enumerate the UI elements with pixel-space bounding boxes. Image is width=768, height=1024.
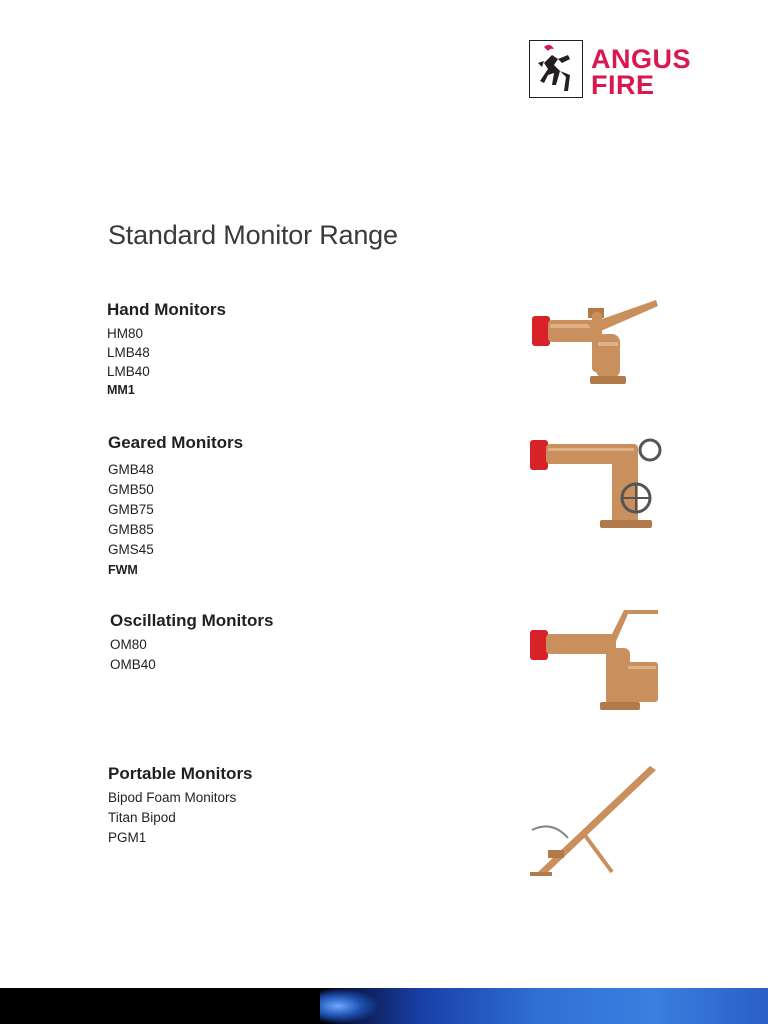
list-item: Bipod Foam Monitors: [108, 790, 237, 805]
model-list: [108, 788, 253, 848]
portable-monitor-image: [528, 760, 660, 878]
list-item: GMB48: [108, 462, 154, 477]
list-item: PGM1: [108, 830, 147, 845]
brand-line-2: FIRE: [591, 70, 655, 100]
section-heading: Oscillating Monitors: [110, 611, 274, 630]
list-item: Titan Bipod: [108, 810, 176, 825]
angus-fire-logo: [529, 40, 719, 100]
section-portable-monitors: [108, 764, 253, 848]
list-item: OM80: [110, 637, 147, 652]
model-list: [107, 324, 226, 400]
section-oscillating-monitors: [110, 611, 273, 675]
list-item: GMB75: [108, 502, 154, 517]
geared-monitor-image: [528, 428, 662, 532]
brand-wordmark: [591, 46, 691, 98]
list-item: MM1: [107, 383, 135, 397]
list-item: LMB48: [107, 345, 150, 360]
list-item: HM80: [107, 326, 144, 341]
list-item: GMS45: [108, 542, 154, 557]
footer-swirl: [320, 988, 380, 1024]
hand-monitor-image: [528, 294, 660, 390]
firefighter-logo-icon: [529, 40, 583, 98]
list-item: GMB50: [108, 482, 154, 497]
section-hand-monitors: [107, 300, 226, 400]
model-list: [108, 460, 243, 580]
list-item: GMB85: [108, 522, 154, 537]
footer-band: [0, 988, 768, 1024]
section-geared-monitors: [108, 433, 243, 580]
page-title: Standard Monitor Range: [108, 220, 398, 250]
oscillating-monitor-image: [528, 606, 662, 714]
list-item: FWM: [108, 563, 138, 577]
list-item: OMB40: [110, 657, 156, 672]
model-list: [110, 635, 273, 675]
section-heading: Portable Monitors: [108, 764, 253, 783]
section-heading: Geared Monitors: [108, 433, 244, 452]
section-heading: Hand Monitors: [107, 300, 226, 319]
brand-line-1: ANGUS: [591, 44, 692, 74]
list-item: LMB40: [107, 364, 150, 379]
